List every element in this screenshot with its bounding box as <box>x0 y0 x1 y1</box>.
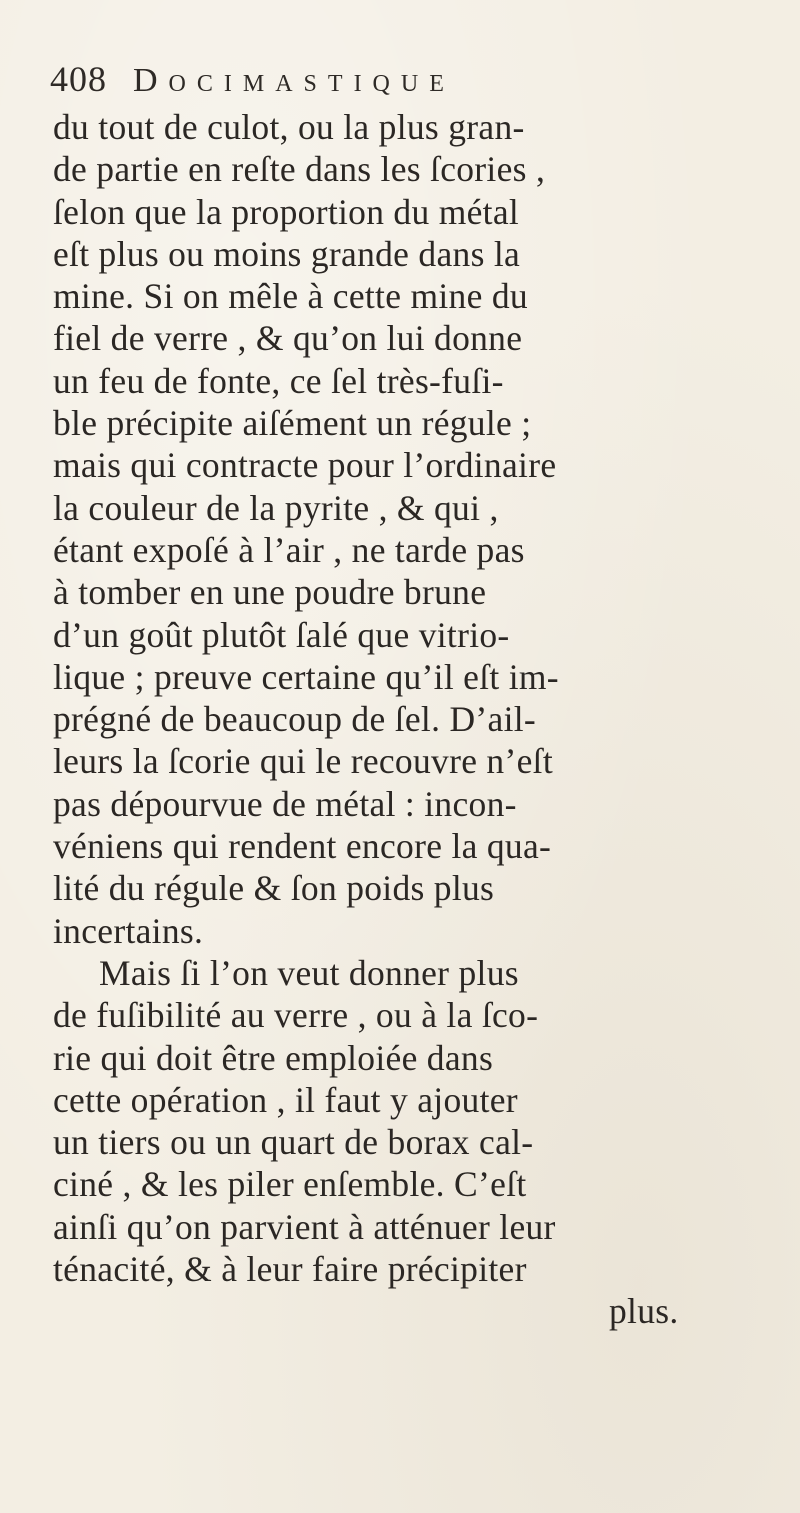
text-line: la couleur de la pyrite , & qui , <box>53 487 499 528</box>
text-line: à tomber en une poudre brune <box>53 572 487 613</box>
page-header <box>50 58 690 98</box>
body-text <box>53 106 753 1333</box>
text-line: leurs la ſcorie qui le recouvre n’eſt <box>53 741 553 782</box>
text-line: mais qui contracte pour l’ordinaire <box>53 445 557 486</box>
text-line: un feu de fonte, ce ſel très-fuſi- <box>53 360 504 401</box>
text-line: fiel de verre , & qu’on lui donne <box>53 318 523 359</box>
catchword: plus. <box>609 1291 679 1332</box>
text-line: lité du régule & ſon poids plus <box>53 868 495 909</box>
text-line: d’un goût plutôt ſalé que vitrio- <box>53 614 510 655</box>
text-line: ble précipite aiſément un régule ; <box>53 403 532 444</box>
text-line: ténacité, & à leur faire précipiter <box>53 1249 527 1290</box>
text-line: de partie en reſte dans les ſcories , <box>53 149 546 190</box>
running-title: Docimastique <box>133 62 455 99</box>
text-line: véniens qui rendent encore la qua- <box>53 826 552 867</box>
text-line: étant expoſé à l’air , ne tarde pas <box>53 529 525 570</box>
paragraph-start-line: Mais ſi l’on veut donner plus <box>99 952 519 993</box>
text-line: cette opération , il faut y ajouter <box>53 1079 518 1120</box>
text-line: ainſi qu’on parvient à atténuer leur <box>53 1206 556 1247</box>
text-line: pas dépourvue de métal : incon- <box>53 783 517 824</box>
text-line: du tout de culot, ou la plus gran- <box>53 107 525 147</box>
text-line: incertains. <box>53 910 204 951</box>
text-line: un tiers ou un quart de borax cal- <box>53 1122 534 1163</box>
text-line: ſelon que la proportion du métal <box>53 191 520 232</box>
text-line: lique ; preuve certaine qu’il eſt im- <box>53 656 559 697</box>
text-line: mine. Si on mêle à cette mine du <box>53 276 528 317</box>
page-number: 408 <box>50 59 107 99</box>
text-line: prégné de beaucoup de ſel. D’ail- <box>53 699 537 740</box>
text-line: de fuſibilité au verre , ou à la ſco- <box>53 995 539 1036</box>
text-line: eſt plus ou moins grande dans la <box>53 233 521 274</box>
text-line: rie qui doit être emploiée dans <box>53 1037 494 1078</box>
text-line: ciné , & les piler enſemble. C’eſt <box>53 1164 527 1205</box>
